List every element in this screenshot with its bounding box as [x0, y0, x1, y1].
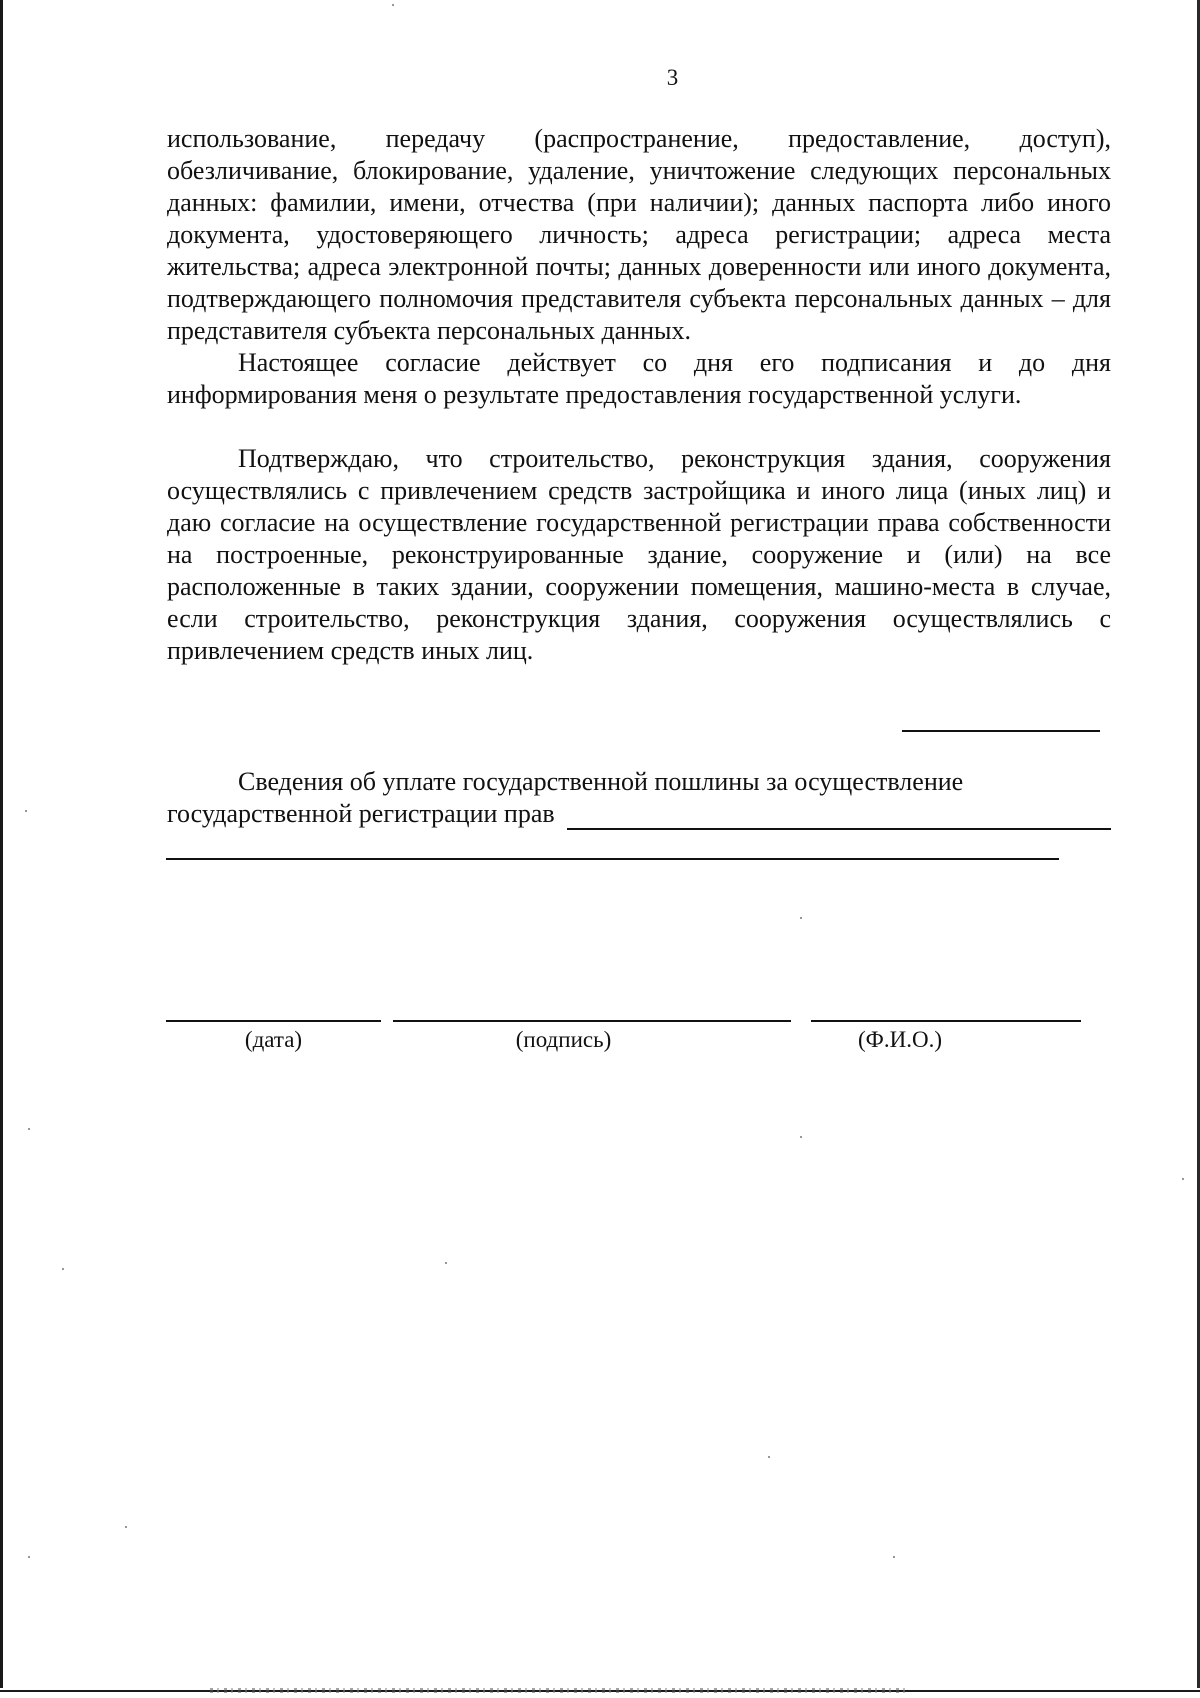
scan-noise-strip [210, 1688, 910, 1693]
fee-info-label: государственной регистрации прав [167, 799, 555, 828]
scan-speck [1182, 1178, 1184, 1180]
paragraph-consent-continued: использование, передачу (распространение, предоставление, доступ), обезличивание, блокирование, удаление, уничтожение следующих персональных данных: фамилии, имени, отчества (при наличии); данных паспорта либо иного документа, удостоверяющего личность; адреса регистрации; адреса места жительства; адреса электронной почты; данных доверенности или иного документа, подтверждающего полномочия представителя субъекта персональных данных – для представителя субъекта персональных данных. [167, 124, 1111, 345]
name-label: (Ф.И.О.) [858, 1027, 942, 1052]
scan-speck [445, 1262, 447, 1264]
signature-label: (подпись) [515, 1027, 612, 1052]
paragraph-consent-validity: Настоящее согласие действует со дня его подписания и до дня информирования меня о результате предоставления государственной услуги. [167, 348, 1111, 409]
paragraph-construction-confirmation: Подтверждаю, что строительство, реконструкция здания, сооружения осуществлялись с привлечением средств застройщика и иного лица (иных лиц) и даю согласие на осуществление государственной регистрации права собственности на построенные, реконструированные здание, сооружение и (или) на все расположенные в таких здании, сооружении помещения, машино-места в случае, если строительство, реконструкция здания, сооружения осуществлялись с привлечением средств иных лиц. [167, 444, 1111, 665]
page-number: 3 [666, 65, 679, 90]
page-border-left [0, 0, 3, 1698]
name-line [811, 1020, 1081, 1022]
scan-speck [28, 1128, 30, 1130]
scan-speck [125, 1526, 127, 1528]
scan-speck [25, 810, 27, 812]
signature-short-line [902, 730, 1100, 732]
scan-speck [28, 1556, 30, 1558]
signature-line [393, 1020, 791, 1022]
fee-info-blank-line [166, 858, 1059, 860]
fee-info-block [167, 766, 1111, 830]
page-border-bottom [0, 1688, 1200, 1698]
fee-info-blank [567, 802, 1111, 830]
scan-speck [800, 917, 802, 919]
document-body [167, 123, 1111, 667]
scan-speck [768, 1456, 770, 1458]
date-label: (дата) [244, 1027, 303, 1052]
scan-speck [62, 1268, 64, 1270]
scan-speck [800, 1136, 802, 1138]
fee-info-line1: Сведения об уплате государственной пошлины за осуществление [238, 767, 964, 796]
scan-speck [392, 4, 394, 6]
fee-info-line2 [167, 798, 1111, 830]
scan-speck [893, 1556, 895, 1558]
date-line [166, 1020, 381, 1022]
